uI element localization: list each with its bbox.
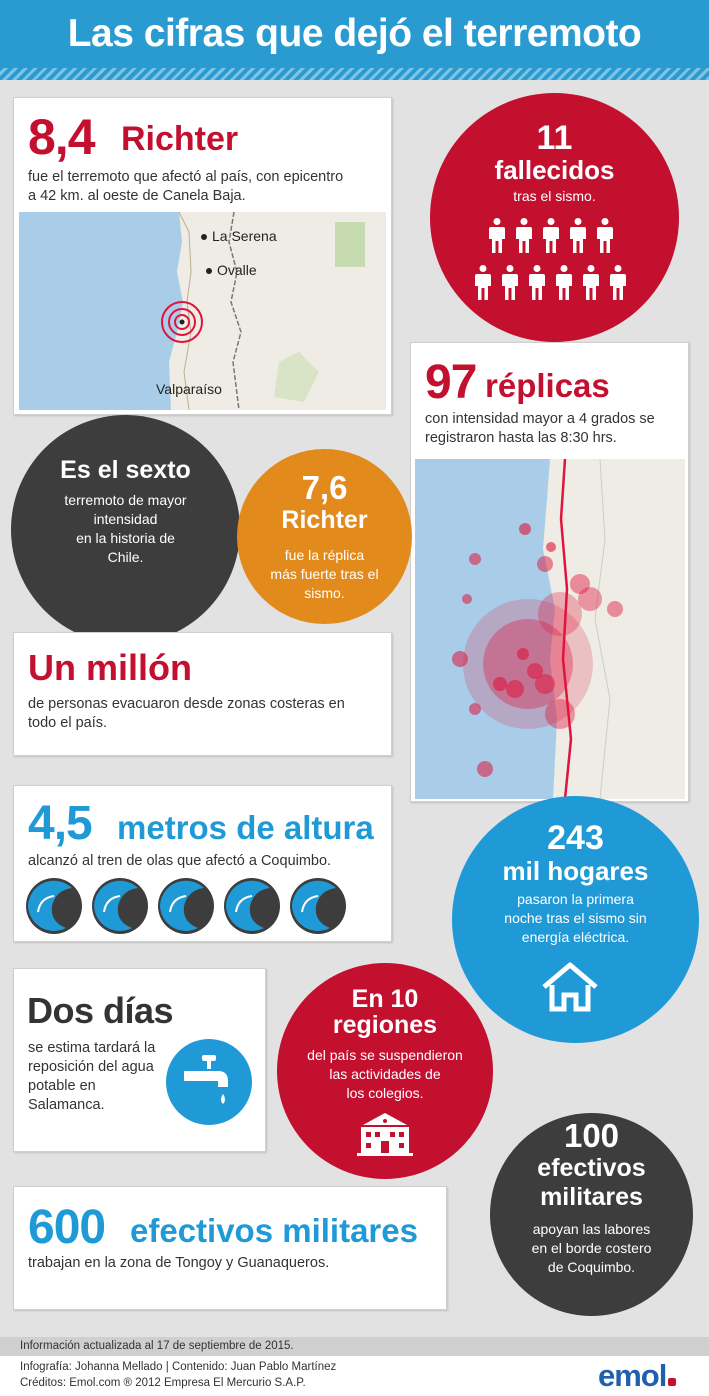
footer-credits-2: Créditos: Emol.com ® 2012 Empresa El Mercurio S.A.P. (20, 1377, 306, 1389)
homes-label: mil hogares (502, 856, 649, 886)
page-title: Las cifras que dejó el terremoto (67, 12, 642, 55)
school-icon (355, 1111, 415, 1157)
deaths-circle (430, 93, 679, 342)
waves-value: 4,5 (28, 797, 92, 850)
military-100-label-1: efectivos (537, 1154, 646, 1182)
water-card (13, 968, 266, 1152)
schools-title-1: En 10 (351, 985, 419, 1013)
waves-desc: alcanzó al tren de olas que afectó a Coquimbo. (28, 853, 332, 869)
aftershocks-desc-2: registraron hasta las 8:30 hrs. (425, 430, 617, 446)
water-line-3: potable en (28, 1078, 96, 1094)
deaths-value: 11 (536, 119, 573, 157)
sixth-line-2: intensidad (93, 511, 158, 527)
deaths-desc: tras el sismo. (513, 188, 596, 204)
waves-label: metros de altura (117, 809, 374, 846)
military-600-desc: trabajan en la zona de Tongoy y Guanaqueros. (28, 1255, 330, 1271)
footer-credits-1: Infografía: Johanna Mellado | Contenido: Juan Pablo Martínez (20, 1361, 337, 1373)
sixth-line-3: en la historia de (76, 530, 175, 546)
strongest-aftershock-line-3: sismo. (304, 585, 345, 601)
sixth-line-4: Chile. (107, 549, 144, 565)
water-line-4: Salamanca. (28, 1097, 105, 1113)
waves-card (13, 785, 392, 942)
military-600-card (13, 1186, 447, 1310)
strongest-aftershock-line-1: fue la réplica (284, 547, 365, 563)
aftershocks-desc-1: con intensidad mayor a 4 grados se (425, 411, 655, 427)
million-title: Un millón (28, 647, 192, 688)
homes-line-3: energía eléctrica. (521, 929, 630, 945)
map-label-ovalle: Ovalle (217, 262, 257, 278)
military-100-line-1: apoyan las labores (532, 1221, 651, 1237)
richter-desc-1: fue el terremoto que afectó al país, con epicentro (28, 169, 344, 185)
schools-line-1: del país se suspendieron (307, 1047, 463, 1063)
schools-circle (277, 963, 493, 1179)
richter-card (13, 97, 392, 415)
military-100-value: 100 (563, 1117, 620, 1154)
military-100-circle (490, 1113, 693, 1316)
strongest-aftershock-unit: Richter (281, 506, 368, 534)
water-line-2: reposición del agua (28, 1059, 154, 1075)
richter-unit: Richter (121, 120, 239, 158)
military-100-label-2: militares (540, 1183, 643, 1211)
million-line-1: de personas evacuaron desde zonas costeras en (28, 696, 345, 712)
person-icons-row2 (472, 265, 642, 305)
strongest-aftershock-circle (237, 449, 412, 624)
homes-value: 243 (547, 819, 604, 857)
aftershocks-map (415, 459, 685, 799)
faucet-icon (166, 1039, 252, 1125)
epicenter-map (19, 212, 386, 410)
richter-value: 8,4 (28, 109, 95, 165)
sixth-circle (11, 415, 240, 644)
strongest-aftershock-line-2: más fuerte tras el (270, 566, 379, 582)
header-banner (0, 0, 709, 80)
military-600-label: efectivos militares (130, 1212, 418, 1249)
homes-line-2: noche tras el sismo sin (504, 910, 647, 926)
strongest-aftershock-value: 7,6 (301, 469, 348, 506)
military-100-line-3: de Coquimbo. (547, 1259, 636, 1275)
richter-desc-2: a 42 km. al oeste de Canela Baja. (28, 188, 246, 204)
footer-updated: Información actualizada al 17 de septiembre de 2015. (20, 1340, 294, 1352)
schools-line-3: los colegios. (346, 1085, 424, 1101)
emol-logo-dot (668, 1378, 676, 1386)
aftershocks-label: réplicas (485, 367, 610, 404)
military-100-line-2: en el borde costero (531, 1240, 652, 1256)
military-600-value: 600 (28, 1201, 106, 1254)
aftershocks-value: 97 (425, 356, 477, 409)
map-label-la-serena: La Serena (212, 228, 277, 244)
sixth-title: Es el sexto (60, 456, 191, 484)
water-line-1: se estima tardará la (28, 1040, 156, 1056)
map-label-valparaiso: Valparaíso (156, 381, 222, 397)
million-card (13, 632, 392, 756)
wave-icons (26, 876, 356, 938)
footer-updated-strip (0, 1337, 709, 1356)
deaths-label: fallecidos (494, 155, 615, 185)
million-line-2: todo el país. (28, 715, 107, 731)
footer (0, 1356, 709, 1396)
aftershocks-card (410, 342, 689, 802)
sixth-line-1: terremoto de mayor (64, 492, 187, 508)
water-title: Dos días (27, 990, 174, 1031)
house-icon (540, 961, 600, 1013)
schools-title-2: regiones (332, 1011, 438, 1039)
homes-line-1: pasaron la primera (517, 891, 634, 907)
schools-line-2: las actividades de (329, 1066, 441, 1082)
emol-logo: emol (598, 1358, 676, 1394)
